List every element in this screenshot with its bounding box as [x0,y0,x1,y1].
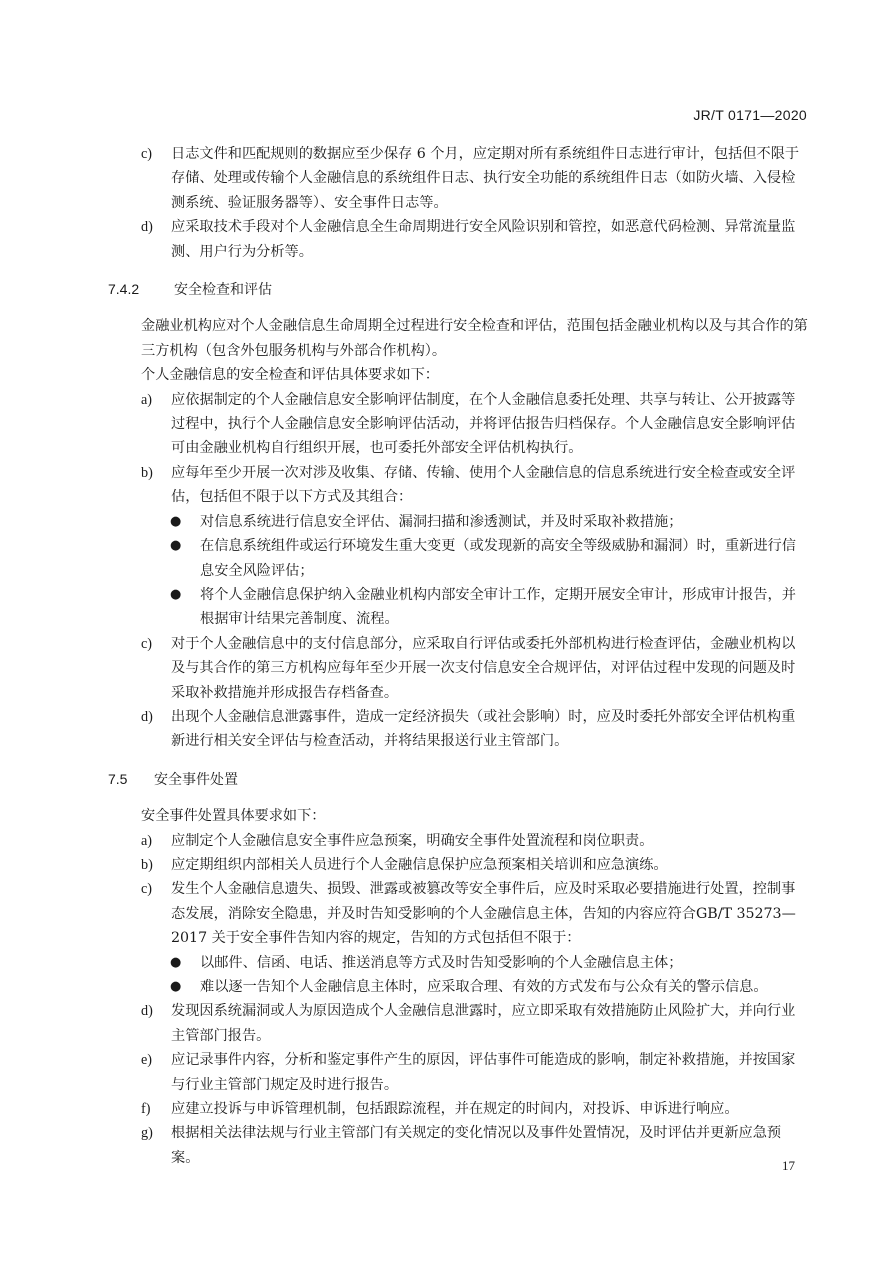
item-marker: d) [141,1003,153,1020]
bullet-text: 在信息系统组件或运行环境发生重大变更（或发现新的高安全等级威胁和漏洞）时，重新进行信息安全风险评估； [200,538,796,579]
item-text: 对于个人金融信息中的支付信息部分，应采取自行评估或委托外部机构进行检查评估，金融业机构以及与其合作的第三方机构应每年至少开展一次支付信息安全合规评估，对评估过程中发现的问题及时采取补救措施并形成报告存档备查。 [171,635,796,701]
page-number: 17 [782,1158,795,1173]
item-text: 根据相关法律法规与行业主管部门有关规定的变化情况以及事件处置情况，及时评估并更新应急预案。 [171,1125,782,1166]
list-item [108,215,808,264]
item-marker: c) [141,881,153,898]
bullet-item [108,951,808,975]
section-title: 安全事件处置 [154,771,238,788]
list-item [108,999,808,1048]
item-marker: d) [141,219,153,236]
list-item [108,632,808,705]
item-text: 出现个人金融信息泄露事件，造成一定经济损失（或社会影响）时，应及时委托外部安全评估机构重新进行相关安全评估与检查活动，并将结果报送行业主管部门。 [171,708,796,750]
bullet-icon: ● [170,979,182,994]
list-item [108,705,808,754]
paragraph: 安全事件处置具体要求如下： [141,808,326,825]
bullet-icon: ● [170,538,182,554]
bullet-text: 对信息系统进行信息安全评估、漏洞扫描和渗透测试，并及时采取补救措施； [200,513,683,530]
item-marker: a) [141,832,153,849]
item-marker: b) [141,464,153,481]
list-item [108,829,808,853]
item-text: 发生个人金融信息遗失、损毁、泄露或被篡改等安全事件后，应及时采取必要措施进行处置，控制事态发展，消除安全隐患，并及时告知受影响的个人金融信息主体，告知的内容应符合GB/T 35273—2017 关于安全事件告知内容的规定，告知的方式包括但不限于： [171,881,796,947]
section-number: 7.4.2 [108,281,140,298]
section-heading-7-4-2 [108,277,808,302]
document-code: JR/T 0171—2020 [693,107,807,123]
list-item [108,388,808,461]
page-content [108,142,808,1170]
item-marker: c) [141,635,153,652]
paragraph: 个人金融信息的安全检查和评估具体要求如下： [141,367,439,384]
bullet-icon: ● [170,586,182,602]
list-item [108,142,808,215]
bullet-item [108,975,808,999]
item-marker: c) [141,146,153,162]
item-marker: e) [141,1052,153,1069]
list-item [108,1121,808,1170]
list-item [108,1097,808,1121]
item-text: 应建立投诉与申诉管理机制，包括跟踪流程，并在规定的时间内，对投诉、申诉进行响应。 [171,1101,739,1118]
list-item [108,1048,808,1097]
section-title: 安全检查和评估 [174,282,272,299]
paragraph: 金融业机构应对个人金融信息生命周期全过程进行安全检查和评估，范围包括金融业机构以及与其合作的第三方机构（包含外包服务机构与外部合作机构）。 [141,318,808,359]
bullet-icon: ● [170,513,182,529]
bullet-item [108,510,808,534]
section-number: 7.5 [108,770,128,787]
list-item [108,853,808,877]
item-text: 应采取技术手段对个人金融信息全生命周期进行安全风险识别和管控，如恶意代码检测、异常流量监测、用户行为分析等。 [171,219,796,260]
item-text: 应依据制定的个人金融信息安全影响评估制度，在个人金融信息委托处理、共享与转让、公开披露等过程中，执行个人金融信息安全影响评估活动，并将评估报告归档保存。个人金融信息安全影响评估可由金融业机构自行组织开展，也可委托外部安全评估机构执行。 [171,391,796,457]
bullet-text: 难以逐一告知个人金融信息主体时，应采取合理、有效的方式发布与公众有关的警示信息。 [200,979,768,995]
section-heading-7-5 [108,767,808,792]
list-item [108,877,808,950]
bullet-text: 将个人金融信息保护纳入金融业机构内部安全审计工作，定期开展安全审计，形成审计报告，并根据审计结果完善制度、流程。 [200,586,796,628]
item-marker: f) [141,1101,151,1118]
item-marker: g) [141,1125,153,1142]
item-marker: a) [141,391,153,408]
item-marker: d) [141,708,153,725]
bullet-item [108,534,808,583]
list-item [108,461,808,510]
item-text: 应制定个人金融信息安全事件应急预案，明确安全事件处置流程和岗位职责。 [171,832,654,849]
bullet-item [108,583,808,632]
item-marker: b) [141,856,153,873]
bullet-text: 以邮件、信函、电话、推送消息等方式及时告知受影响的个人金融信息主体； [200,954,683,971]
item-text: 日志文件和匹配规则的数据应至少保存 6 个月，应定期对所有系统组件日志进行审计，包括但不限于存储、处理或传输个人金融信息的系统组件日志、执行安全功能的系统组件日志（如防火墙、入侵检测系统、验证服务器等）、安全事件日志等。 [171,146,800,211]
item-text: 应每年至少开展一次对涉及收集、存储、传输、使用个人金融信息的信息系统进行安全检查或安全评估，包括但不限于以下方式及其组合： [171,464,796,506]
item-text: 应定期组织内部相关人员进行个人金融信息保护应急预案相关培训和应急演练。 [171,856,668,873]
bullet-icon: ● [170,954,182,970]
item-text: 应记录事件内容，分析和鉴定事件产生的原因，评估事件可能造成的影响，制定补救措施，并按国家与行业主管部门规定及时进行报告。 [171,1052,796,1093]
item-text: 发现因系统漏洞或人为原因造成个人金融信息泄露时，应立即采取有效措施防止风险扩大，并向行业主管部门报告。 [171,1003,796,1044]
